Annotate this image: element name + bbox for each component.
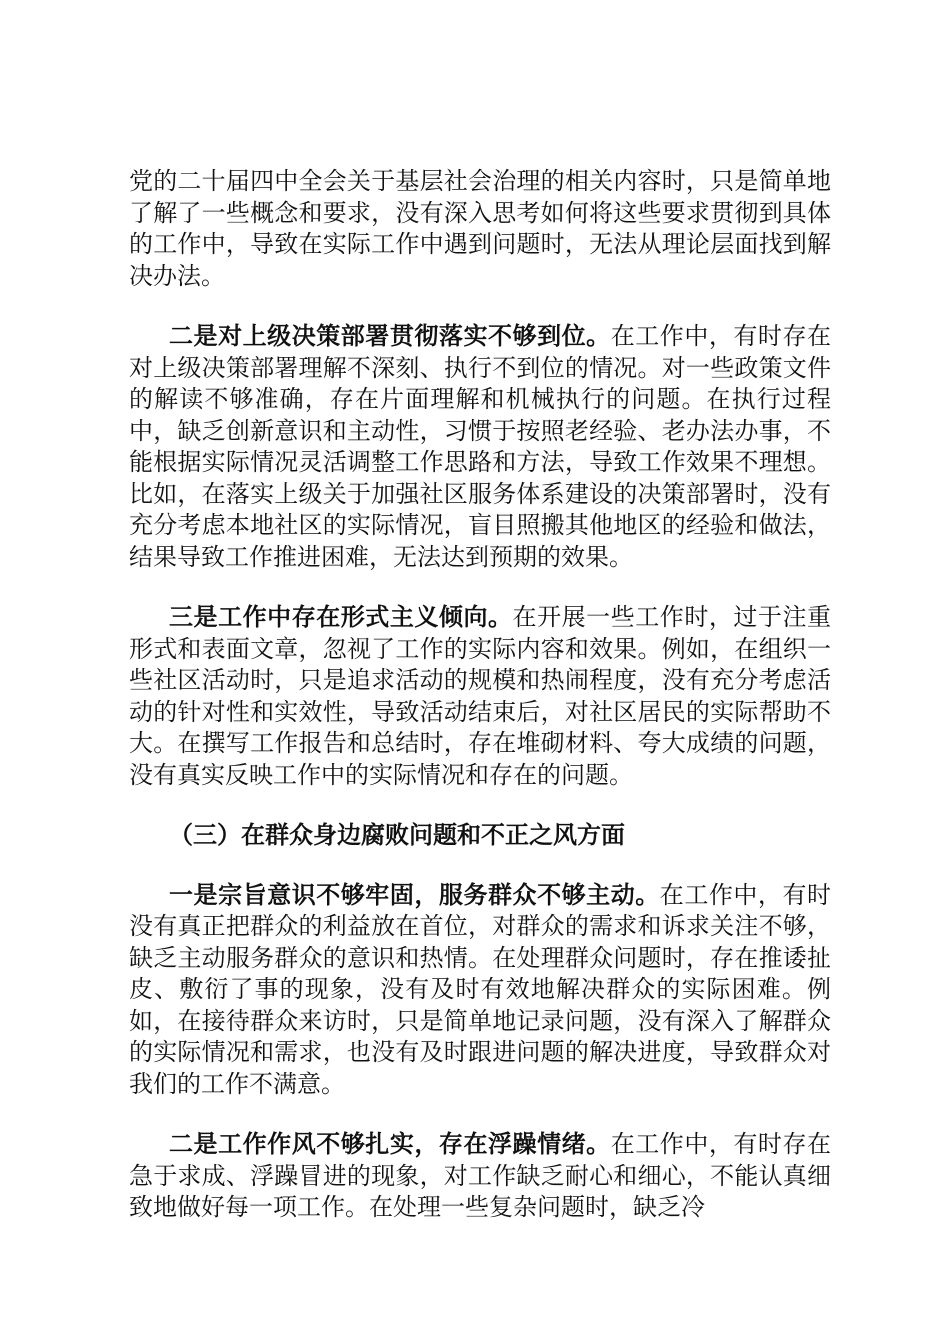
paragraph-lead: 三是工作中存在形式主义倾向。 — [169, 602, 513, 631]
paragraph-point-two-b — [129, 1128, 831, 1224]
paragraph-text: 在工作中，有时没有真正把群众的利益放在首位，对群众的需求和诉求关注不够，缺乏主动服务群众的意识和热情。在处理群众问题时，存在推诿扯皮、敷衍了事的现象，没有及时有效地解决群众的实际困难。例如，在接待群众来访时，只是简单地记录问题，没有深入了解群众的实际情况和需求，也没有及时跟进问题的解决进度，导致群众对我们的工作不满意。 — [129, 880, 832, 1098]
paragraph-point-two — [129, 320, 831, 573]
paragraph-lead: 一是宗旨意识不够牢固，服务群众不够主动。 — [169, 879, 660, 909]
paragraph-text: 在开展一些工作时，过于注重形式和表面文章，忽视了工作的实际内容和效果。例如，在组织一些社区活动时，只是追求活动的规模和热闹程度，没有充分考虑活动的针对性和实效性，导致活动结束后，对社区居民的实际帮助不大。在撰写工作报告和总结时，存在堆砌材料、夸大成绩的问题，没有真实反映工作中的实际情况和存在的问题。 — [129, 603, 832, 789]
paragraph-text: 在工作中，有时存在急于求成、浮躁冒进的现象，对工作缺乏耐心和细心，不能认真细致地做好每一项工作。在处理一些复杂问题时，缺乏冷 — [129, 1130, 832, 1221]
paragraph-lead: 二是对上级决策部署贯彻落实不够到位。 — [169, 321, 611, 350]
paragraph-point-three — [129, 601, 831, 791]
section-heading: （三）在群众身边腐败问题和不正之风方面 — [169, 820, 625, 849]
paragraph-point-one — [129, 879, 831, 1101]
paragraph-continuation — [129, 166, 831, 292]
document-body — [129, 166, 831, 1252]
paragraph-lead: 二是工作作风不够扎实，存在浮躁情绪。 — [169, 1129, 611, 1158]
paragraph-text: 党的二十届四中全会关于基层社会治理的相关内容时，只是简单地了解了一些概念和要求，没有深入思考如何将这些要求贯彻到具体的工作中，导致在实际工作中遇到问题时，无法从理论层面找到解决办法。 — [129, 167, 831, 290]
paragraph-text: 在工作中，有时存在对上级决策部署理解不深刻、执行不到位的情况。对一些政策文件的解读不够准确，存在片面理解和机械执行的问题。在执行过程中，缺乏创新意识和主动性，习惯于按照老经验、老办法办事，不能根据实际情况灵活调整工作思路和方法，导致工作效果不理想。比如，在落实上级关于加强社区服务体系建设的决策部署时，没有充分考虑本地社区的实际情况，盲目照搬其他地区的经验和做法，结果导致工作推进困难，无法达到预期的效果。 — [129, 322, 832, 571]
